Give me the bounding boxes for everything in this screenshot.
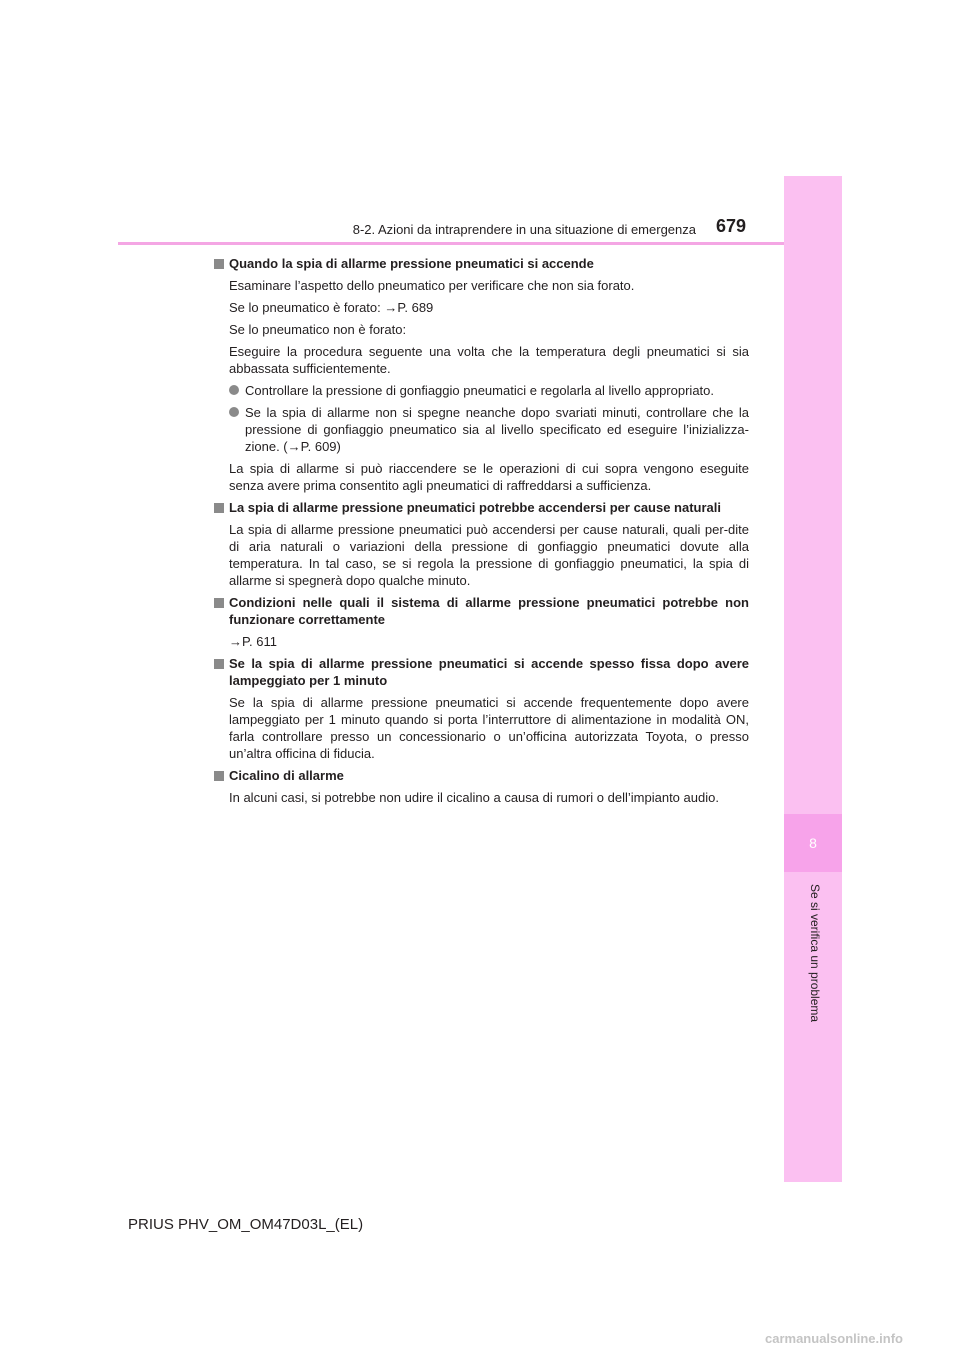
paragraph: Se lo pneumatico è forato: →P. 689 (229, 300, 434, 315)
list-item-text: Se la spia di allarme non si spegne neanche dopo svariati minuti, controllare che la pressione di gonfiaggio pneumatico sia al livello specificato ed eseguire l’inizializza-zione. (→P. 609) (245, 405, 749, 454)
header-rule (118, 242, 784, 245)
page-number: 679 (716, 216, 747, 236)
section-title: Se la spia di allarme pressione pneumatici si accende spesso fissa dopo avere lampeggiato per 1 minuto (229, 656, 749, 688)
chapter-title: Se si verifica un problema (808, 884, 822, 1023)
square-bullet-icon (214, 259, 224, 269)
paragraph: In alcuni casi, si potrebbe non udire il cicalino a causa di rumori o dell’impianto audio. (229, 790, 719, 805)
circle-bullet-icon (229, 385, 239, 395)
paragraph: Se lo pneumatico non è forato: (229, 322, 407, 337)
paragraph: La spia di allarme pressione pneumatici può accendersi per cause naturali, quali per-dite di aria naturali o variazioni della pressione di gonfiaggio pneumatici dovute alla temperatura. In tal caso, se si regola la pressione di gonfiaggio pneumatici, la spia di allarme si spegnerà dopo qualche minuto. (229, 522, 749, 588)
list-item (229, 404, 749, 455)
section-title: Condizioni nelle quali il sistema di allarme pressione pneumatici potrebbe non funzionare correttamente (229, 595, 749, 627)
square-bullet-icon (214, 503, 224, 513)
section-title: Quando la spia di allarme pressione pneumatici si accende (229, 256, 594, 271)
circle-bullet-icon (229, 407, 239, 417)
section-tpms-light-on (213, 255, 749, 494)
section-title: Cicalino di allarme (229, 768, 344, 783)
section-warning-buzzer (213, 767, 749, 806)
section-light-after-flashing (213, 655, 749, 762)
section-natural-causes (213, 499, 749, 589)
paragraph: Eseguire la procedura seguente una volta che la temperatura degli pneumatici si sia abbassata sufficientemente. (229, 344, 749, 376)
section-malfunction-conditions (213, 594, 749, 650)
list-item-text: Controllare la pressione di gonfiaggio pneumatici e regolarla al livello appropriato. (245, 383, 714, 398)
square-bullet-icon (214, 771, 224, 781)
paragraph: Se la spia di allarme pressione pneumatici si accende frequentemente dopo avere lampeggiato per 1 minuto quando si porta l’interruttore di alimentazione in modalità ON, farla controllare presso un concessionario o un’officina autorizzata Toyota, o presso un’altra officina di fiducia. (229, 695, 749, 761)
list-item (229, 382, 749, 399)
page-content (213, 255, 749, 811)
section-header: 8-2. Azioni da intraprendere in una situazione di emergenza (352, 222, 696, 237)
watermark-logo: carmanualsonline.info (765, 1331, 903, 1346)
page-reference: →P. 611 (229, 634, 277, 649)
square-bullet-icon (214, 659, 224, 669)
paragraph: Esaminare l’aspetto dello pneumatico per verificare che non sia forato. (229, 278, 635, 293)
square-bullet-icon (214, 598, 224, 608)
chapter-number: 8 (809, 835, 817, 851)
paragraph: La spia di allarme si può riaccendere se le operazioni di cui sopra vengono eseguite senza avere prima consentito agli pneumatici di raffreddarsi a sufficienza. (229, 461, 749, 493)
section-title: La spia di allarme pressione pneumatici potrebbe accendersi per cause naturali (229, 500, 722, 515)
document-code: PRIUS PHV_OM_OM47D03L_(EL) (128, 1216, 364, 1233)
chapter-number-box (784, 814, 842, 872)
